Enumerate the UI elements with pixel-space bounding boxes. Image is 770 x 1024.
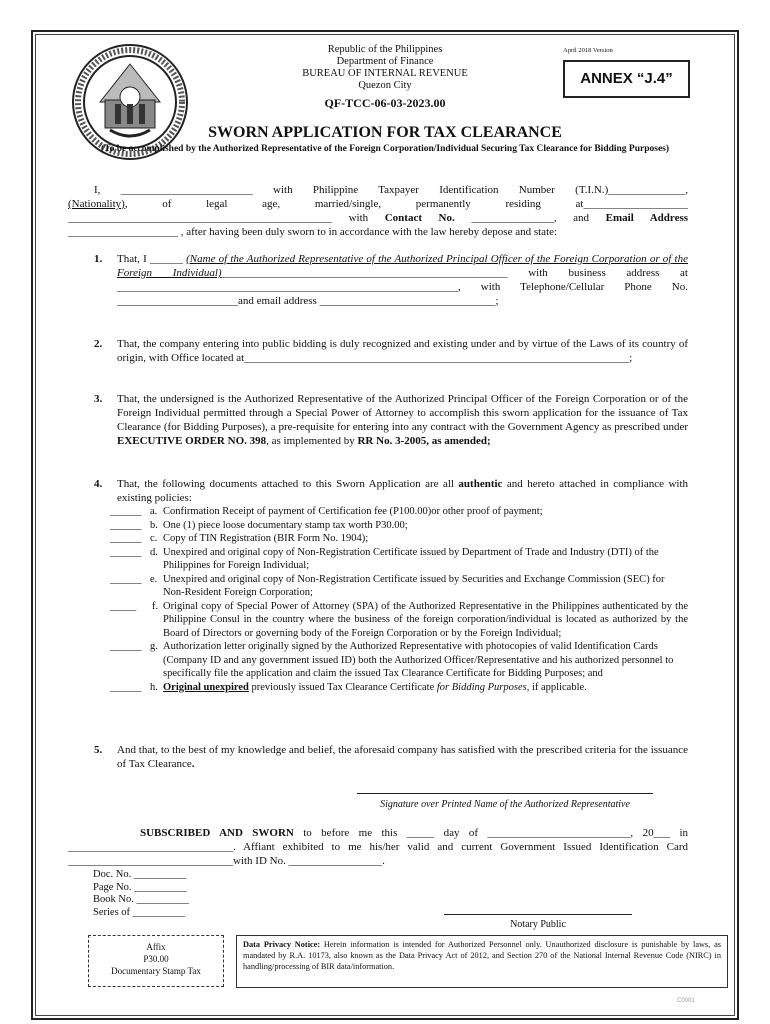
item-letter: e. <box>150 573 158 585</box>
item-letter: b. <box>150 519 158 531</box>
item-4 <box>94 477 688 505</box>
item-5 <box>94 743 688 771</box>
item-letter: g. <box>150 641 158 652</box>
form-code: QF-TCC-06-03-2023.00 <box>324 96 446 110</box>
checklist-item <box>110 519 688 533</box>
contact-label: Contact No. <box>384 212 455 224</box>
intro-line <box>68 211 688 225</box>
check-blank[interactable]: ______ <box>110 506 142 517</box>
subscribed-sworn-label: SUBSCRIBED AND SWORN <box>140 827 294 839</box>
item-letter: d. <box>150 546 158 558</box>
documentary-stamp-box <box>88 935 224 987</box>
item-letter: h. <box>150 681 158 693</box>
item-text: That, the following documents attached to this Sworn Application are all <box>117 478 454 490</box>
intro-text: ________________________________________________ with <box>68 212 369 224</box>
nationality-label: (Nationality) <box>68 198 125 210</box>
item-number: 3. <box>94 393 103 405</box>
checklist-item <box>110 600 688 641</box>
documents-checklist <box>110 505 688 694</box>
item-text: , as implemented by <box>266 435 355 447</box>
version-label: April 2018 Version <box>563 47 613 54</box>
stamp-text: Affix <box>146 942 166 952</box>
check-blank[interactable]: ______ <box>110 533 142 544</box>
annex-box: ANNEX “J.4” <box>563 60 690 98</box>
item-1 <box>94 252 688 308</box>
notary-label: Notary Public <box>510 919 566 930</box>
authentic-label: authentic <box>458 478 503 490</box>
signature-label: Signature over Printed Name of the Authorized Representative <box>380 799 630 810</box>
signature-line[interactable] <box>357 793 653 794</box>
item-text: , if applicable. <box>526 681 587 693</box>
item-text: That, the company entering into public bidding is duly recognized and existing under and by virtue of the Laws of its country of origin, with Office located at______________________________________________________________________; <box>117 338 688 364</box>
checklist-item <box>110 505 688 519</box>
stamp-text: Documentary Stamp Tax <box>111 966 201 976</box>
checklist-item <box>110 546 688 573</box>
series-field[interactable]: Series of __________ <box>93 906 186 918</box>
stamp-amount: P30.00 <box>143 954 169 964</box>
intro-line: ____________________ , after having been duly sworn to in accordance with the law hereby depose and state: <box>68 226 558 238</box>
item-text: That, the undersigned is the Authorized Representative of the Authorized Principal Officer of the Foreign Corporation or of the Foreign Individual permitted through a Special Power of Attorney to accomplish this sworn application for the issuance of Tax Clearance (for Bidding Purposes), a pre-requisite for entering into any contract with the Government Agency as prescribed under <box>117 393 688 433</box>
item-text: And that, to the best of my knowledge and belief, the aforesaid company has satisfied with the prescribed criteria for the issuance of Tax Clearance <box>117 744 688 770</box>
data-privacy-notice <box>236 935 728 988</box>
item-text: Authorization letter originally signed by the Authorized Representative with photocopies of valid Identification Cards (Company ID and any government issued ID) both the Authorized Officer/Representative and his authorized personnel to specifically file the application and claim the issued Tax Clearance Certificate for Bidding Purposes; and <box>163 641 674 679</box>
header-line: Republic of the Philippines <box>327 44 443 55</box>
item-number: 2. <box>94 338 103 350</box>
item-text: . <box>191 758 195 770</box>
item-text: Unexpired and original copy of Non-Registration Certificate issued by Securities and Exchange Commission (SEC) for Non-Resident Foreign Corporation; <box>163 573 665 598</box>
item-text: and hereto attached in compliance with existing policies: <box>117 478 689 504</box>
agency-header <box>250 44 520 109</box>
item-text: One (1) piece loose documentary stamp tax worth P30.00; <box>163 519 408 531</box>
item-text: previously issued Tax Clearance Certificate <box>251 681 435 693</box>
intro-line <box>68 197 688 211</box>
header-line: Quezon City <box>358 80 412 91</box>
footer-code: C0001 <box>677 998 695 1004</box>
privacy-label: Data Privacy Notice: <box>243 940 321 949</box>
check-blank[interactable]: ______ <box>110 573 142 585</box>
bidding-purposes-label: for Bidding Purposes <box>436 681 527 693</box>
item-letter: a. <box>150 506 158 517</box>
item-text: Copy of TIN Registration (BIR Form No. 1904); <box>163 533 369 544</box>
item-text: Confirmation Receipt of payment of Certification fee (P100.00)or other proof of payment; <box>163 506 543 517</box>
executive-order-ref: EXECUTIVE ORDER NO. 398 <box>117 435 267 447</box>
item-2 <box>94 337 688 365</box>
checklist-item <box>110 640 688 681</box>
item-number: 1. <box>94 253 103 265</box>
checklist-item <box>110 532 688 546</box>
intro-text: _______________, and <box>471 212 590 224</box>
jurat-text: to before me this _____ day of __________________________, 20___ in ______________________________. Affiant exhibited to me his/her valid and current Government Issued Identification Card ______________________________with ID No. _________________. <box>68 827 689 867</box>
item-number: 5. <box>94 744 103 756</box>
check-blank[interactable]: _____ <box>110 600 137 612</box>
form-subtitle: (To be accomplished by the Authorized Representative of the Foreign Corporation/Individual Securing Tax Clearance for Bidding Purposes) <box>100 144 670 154</box>
item-number: 4. <box>94 478 103 490</box>
item-letter: f. <box>152 600 159 612</box>
item-letter: c. <box>150 533 158 544</box>
header-line: Department of Finance <box>336 56 434 67</box>
revenue-regulation-ref: RR No. 3-2005, as amended; <box>357 435 491 447</box>
check-blank[interactable]: ______ <box>110 519 142 531</box>
check-blank[interactable]: ______ <box>110 641 142 652</box>
email-label: Email Address <box>605 212 689 224</box>
notarial-details <box>93 869 189 919</box>
check-blank[interactable]: ______ <box>110 546 142 558</box>
intro-text: , of legal age, married/single, permanently residing at___________________ <box>124 198 688 210</box>
representative-name-note: (Name of the Authorized Representative of the Authorized Principal Officer of the Foreign Corporation or of the Foreign Individual) <box>117 253 688 279</box>
original-unexpired-label: Original unexpired <box>163 681 249 693</box>
item-text: That, I ______ <box>117 253 183 265</box>
header-line: BUREAU OF INTERNAL REVENUE <box>302 68 468 79</box>
form-title: SWORN APPLICATION FOR TAX CLEARANCE <box>208 124 562 141</box>
privacy-text: Herein information is intended for Authorized Personnel only. Unauthorized disclosure is punishable by laws, as mandated by R.A. 10173, also known as the Data Privacy Act of 2012, and Section 270 of the National Internal Revenue Code (NIRC) in handling/processing of BIR data/information. <box>243 940 721 971</box>
checklist-item <box>110 681 688 695</box>
intro-paragraph <box>68 183 688 239</box>
notary-signature-line[interactable] <box>444 914 632 915</box>
checklist-item <box>110 573 688 600</box>
book-no-field[interactable]: Book No. __________ <box>93 894 189 905</box>
page-no-field[interactable]: Page No. __________ <box>93 881 187 893</box>
item-text: Unexpired and original copy of Non-Registration Certificate issued by Department of Trade and Industry (DTI) of the Philippines for Foreign Individual; <box>163 546 659 571</box>
check-blank[interactable]: ______ <box>110 681 142 693</box>
item-text: Original copy of Special Power of Attorney (SPA) of the Authorized Representative in the Philippines authenticated by the Philippine Consul in the country where the business of the foreign corporation/individual is located as authorized by the Board of Directors or governing body of the Foreign Corporation or by the Foreign Individual; <box>163 600 688 639</box>
jurat-paragraph <box>68 826 688 868</box>
intro-line: I, ________________________ with Philippine Taxpayer Identification Number (T.I.N.)______________, <box>94 184 688 196</box>
item-text: ____________________________________________________ with business address at ______________________________________________________________, with Telephone/Cellular Phone No. ______________________and email address ________________________________; <box>117 267 688 307</box>
item-3 <box>94 392 688 448</box>
doc-no-field[interactable]: Doc. No. __________ <box>93 869 187 880</box>
